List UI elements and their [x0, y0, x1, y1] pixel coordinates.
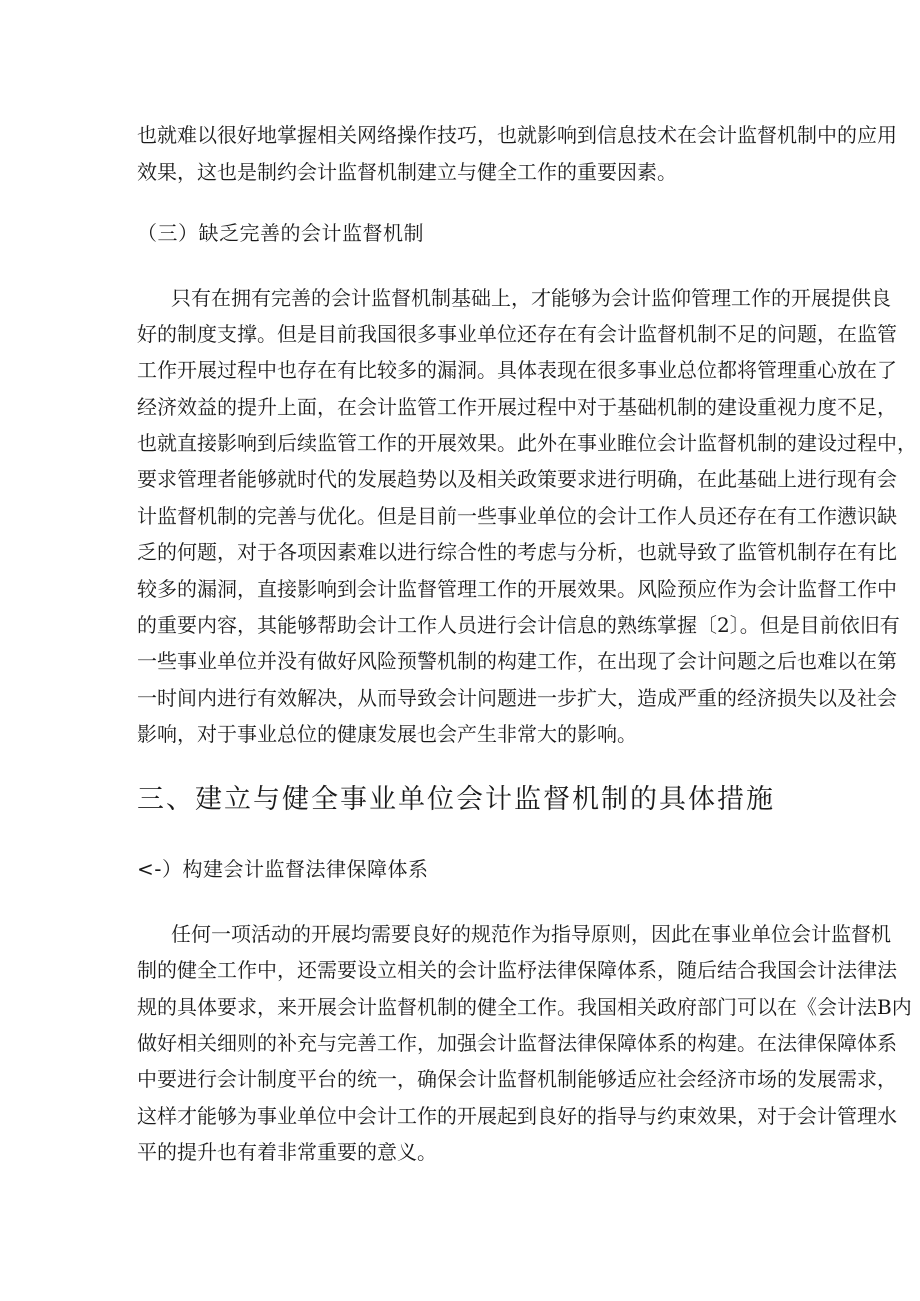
paragraph-line: 要求管理者能够就时代的发展趋势以及相关政策要求进行明确，在此基础上进行现有会	[137, 467, 897, 491]
paragraph-line: 中要进行会计制度平台的统一，确保会计监督机制能够适应社会经济市场的发展需求，	[137, 1067, 897, 1091]
paragraph-line: 这样才能够为事业单位中会计工作的开展起到良好的指导与约束效果，对于会计管理水	[137, 1104, 897, 1128]
paragraph-line: 一些事业单位并没有做好风险预警机制的构建工作，在出现了会计问题之后也难以在第	[137, 649, 897, 673]
section-heading-1: <-）构建会计监督法律保障体系	[137, 857, 429, 881]
paragraph-line: 效果，这也是制约会计监督机制建立与健全工作的重要因素。	[137, 160, 677, 184]
paragraph-line: 影响，对于事业总位的健康发展也会产生非常大的影响。	[137, 722, 637, 746]
paragraph-line: 经济效益的提升上面，在会计监管工作开展过程中对于基础机制的建设重视力度不足，	[137, 395, 897, 419]
paragraph-line: 也就难以很好地掌握相关网络操作技巧，也就影响到信息技术在会计监督机制中的应用	[137, 123, 897, 147]
paragraph-line: 做好相关细则的补充与完善工作，加强会计监督法律保障体系的构建。在法律保障体系	[137, 1031, 897, 1055]
paragraph-line: 的重要内容，其能够帮助会计工作人员进行会计信息的熟练掌握〔2〕。但是目前依旧有	[137, 613, 900, 637]
paragraph-line: 工作开展过程中也存在有比较多的漏洞。具体表现在很多事业总位都将管理重心放在了	[137, 358, 897, 382]
main-section-heading: 三、建立与健全事业单位会计监督机制的具体措施	[137, 784, 775, 815]
paragraph-line: 平的提升也有着非常重要的意义。	[137, 1140, 437, 1164]
paragraph-line: 规的具体要求，来开展会计监督机制的健全工作。我国相关政府部门可以在《会计法B内	[137, 995, 912, 1019]
section-heading-3: （三）缺乏完善的会计监督机制	[137, 221, 424, 245]
paragraph-line: 乏的何题，对于各项因素难以进行综合性的考虑与分析，也就导致了监管机制存在有比	[137, 540, 897, 564]
paragraph-line: 一时间内进行有效解决，从而导致会计问题进一步扩大，造成严重的经济损失以及社会	[137, 686, 897, 710]
paragraph-line: 好的制度支撑。但是目前我国很多事业单位还存在有会计监督机制不足的问题，在监管	[137, 322, 897, 346]
paragraph-line: 也就直接影响到后续监管工作的开展效果。此外在事业睢位会计监督机制的建设过程中，	[137, 431, 917, 455]
paragraph-line: 只有在拥有完善的会计监督机制基础上，才能够为会计监仰管理工作的开展提供良	[171, 286, 891, 310]
paragraph-line: 计监督机制的完善与优化。但是目前一些事业单位的会计工作人员还存在有工作懑识缺	[137, 504, 897, 528]
paragraph-line: 制的健全工作中，还需要设立相关的会计监杼法律保障体系，随后结合我国会计法律法	[137, 958, 897, 982]
paragraph-line: 任何一项活动的开展均需要良好的规范作为指导原则，因此在事业单位会计监督机	[171, 922, 891, 946]
paragraph-line: 较多的漏洞，直接影响到会计监督管理工作的开展效果。风险预应作为会计监督工作中	[137, 577, 897, 601]
